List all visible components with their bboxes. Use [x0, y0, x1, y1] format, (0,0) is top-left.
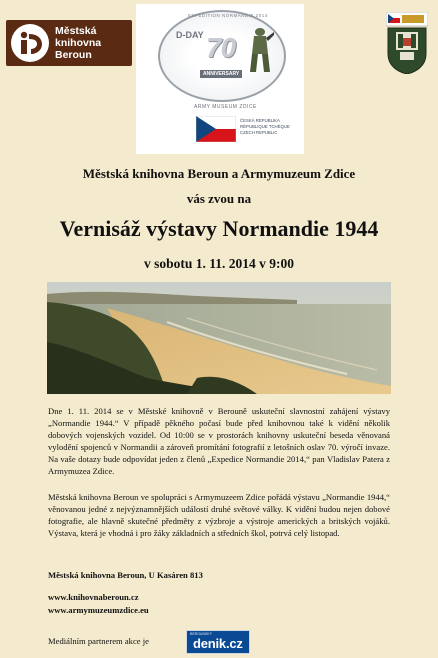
city-coat-of-arms-icon [386, 12, 428, 74]
emblem-seventy: 70 [206, 32, 236, 63]
denik-logo-small-text: BEROUNSKÝ [190, 632, 212, 636]
website-library-link[interactable]: www.knihovnaberoun.cz [48, 592, 139, 602]
emblem-country [240, 118, 290, 136]
library-logo-text [55, 25, 101, 61]
description-paragraph-2: Městská knihovna Beroun ve spolupráci s Armymuzeem Zdice pořádá výstavu „Normandie 1944,“ věnovanou jedné z nejvýznamnějších událostí druhé světové války. K vidění budou nejen dobové fotografie, ale hlavně skutečné předměty z výzbroje a výstroje amerických a britských vojáků. Výstava, která je vhodná i pro žáky základních a středních škol, potrvá celý listopad. [48, 492, 390, 538]
event-date: v sobotu 1. 11. 2014 v 9:00 [143, 256, 295, 271]
dday-anniversary-emblem [136, 4, 304, 154]
library-logo-line2: knihovna [55, 37, 102, 49]
czech-flag-icon [196, 116, 236, 142]
organizers-line: Městská knihovna Beroun a Armymuzeum Zdice [82, 166, 356, 181]
media-partner-label: Mediálním partnerem akce je [48, 636, 149, 646]
invites-line: vás zvou na [186, 191, 252, 206]
soldier-silhouette-icon [244, 26, 274, 74]
emblem-ring-text: EXPEDITION NORMANDIE 2014 [188, 13, 268, 18]
library-logo [6, 20, 132, 66]
emblem-anniversary: ANNIVERSARY [200, 70, 242, 78]
emblem-dday: D-DAY [176, 30, 204, 40]
denik-partner-logo[interactable] [186, 630, 250, 654]
venue-address: Městská knihovna Beroun, U Kasáren 813 [48, 570, 203, 580]
emblem-country-line: RÉPUBLIQUE TCHÈQUE [240, 124, 290, 129]
library-logo-line3: Beroun [55, 49, 92, 61]
denik-logo-name: denik.cz [193, 636, 243, 651]
library-logo-icon [11, 24, 49, 62]
emblem-country-line: CZECH REPUBLIC [240, 130, 278, 135]
emblem-country-line: ČESKÁ REPUBLIKA [240, 118, 280, 123]
library-logo-line1: Městská [55, 25, 97, 37]
website-armymuseum-link[interactable]: www.armymuzeumzdice.eu [48, 605, 149, 615]
description-paragraph-1: Dne 1. 11. 2014 se v Městské knihovně v Berouně uskuteční slavnostní zahájení výstavy „Normandie 1944.“ V případě pěkného počasí bude před knihovnou také k vidění několik dobových vojenských vozidel. Od 10:00 se v prostorách knihovny uskuteční beseda věnovaná vylodění spojenců v Normandii a zároveň promítání fotografií z letošních oslav 70. výročí invaze. Na vaše dotazy bude odpovídat jeden z členů „Expedice Normandie 2014,“ pan Vladislav Patera z Armymuzea Zdice. [48, 406, 390, 476]
normandy-beach-photo [47, 282, 391, 394]
emblem-museum: ARMY MUSEUM ZDICE [194, 104, 257, 110]
event-title: Vernisáž výstavy Normandie 1944 [59, 216, 379, 241]
